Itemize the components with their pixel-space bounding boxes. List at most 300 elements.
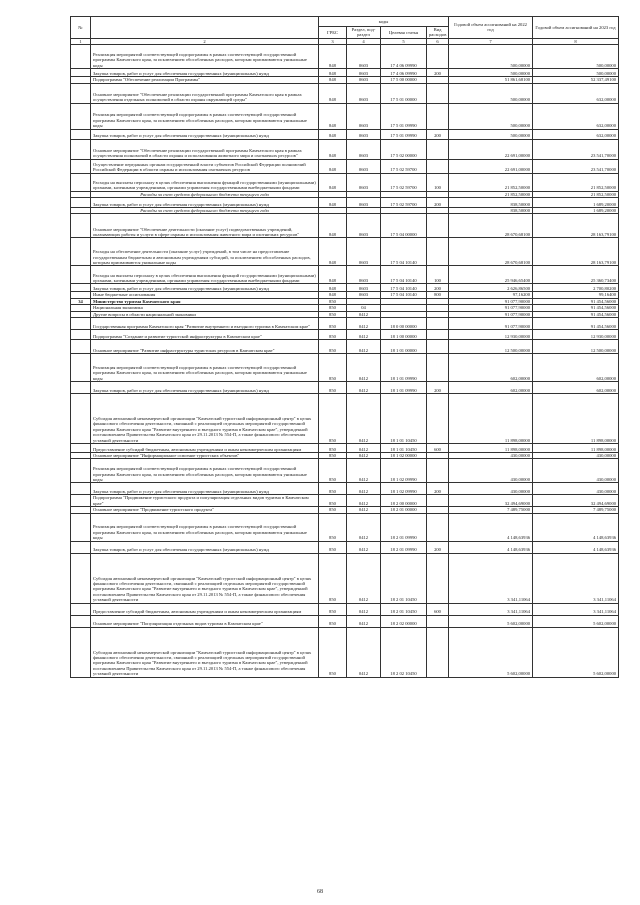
row-razdel: 0412	[347, 627, 381, 677]
row-number	[71, 615, 91, 627]
row-razdel: 0412	[347, 507, 381, 513]
row-amount-2022: 500,00000	[449, 45, 533, 69]
row-target-article: 17 5 01 09990	[381, 103, 427, 129]
table-row	[71, 603, 619, 615]
row-amount-2022: 7 489,75000	[449, 507, 533, 513]
row-grbs: 850	[319, 298, 347, 304]
row-razdel: 0603	[347, 214, 381, 238]
row-grbs: 850	[319, 354, 347, 382]
table-row	[71, 45, 619, 69]
row-amount-2023: 91 454,56000	[533, 298, 619, 304]
row-razdel: 0603	[347, 266, 381, 284]
row-amount-2022: 4 148,63936	[449, 513, 533, 541]
row-expense-type: 600	[427, 444, 449, 453]
row-amount-2023: 91 454,56000	[533, 311, 619, 317]
row-amount-2022: 25 946,65400	[449, 266, 533, 284]
header-name	[91, 17, 319, 39]
row-amount-2023: 23 541,70000	[533, 159, 619, 173]
row-amount-2023: 11 898,00000	[533, 444, 619, 453]
row-target-article: 17 5 01 00000	[381, 83, 427, 103]
row-amount-2023: 5 602,00000	[533, 627, 619, 677]
row-name: Субсидия автономной некоммерческой организации "Камчатский туристский информационный центр" в целях финансового обеспечения деятельности, связанной с реализацией отдельных мероприятий государственной программы Камчатского края "Развитие внутреннего и въездного туризма в Камчатском крае", утвержденной постановлением Правительства Камчатского края от 29.11.2013 № 554-П, а также финансового обеспечения уставной деятельности	[91, 627, 319, 677]
column-index: 3	[319, 38, 347, 44]
row-amount-2022: 22 691,00000	[449, 139, 533, 159]
table-row	[71, 139, 619, 159]
row-amount-2022: 91 077,90000	[449, 305, 533, 311]
row-amount-2023: 3 341,11064	[533, 603, 619, 615]
row-target-article: 18 2 01 10450	[381, 603, 427, 615]
row-grbs: 850	[319, 394, 347, 444]
row-name: Реализация мероприятий соответствующей подпрограммы в рамках соответствующей государственной программы Камчатского края, за исключением обособленных расходов, которым присваиваются уникальные коды	[91, 45, 319, 69]
row-target-article: 17 5 04 10140	[381, 284, 427, 292]
row-amount-2022: 3 341,11064	[449, 553, 533, 603]
row-name: Национальная экономика	[91, 305, 319, 311]
row-number	[71, 354, 91, 382]
table-row	[71, 615, 619, 627]
row-expense-type: 200	[427, 483, 449, 495]
row-number	[71, 214, 91, 238]
row-expense-type	[427, 45, 449, 69]
column-index: 7	[449, 38, 533, 44]
row-number	[71, 159, 91, 173]
row-grbs: 848	[319, 284, 347, 292]
row-razdel: 0603	[347, 159, 381, 173]
header-no: №	[71, 17, 91, 39]
row-amount-2022: 91 077,90000	[449, 311, 533, 317]
row-amount-2023: 28 163,79100	[533, 214, 619, 238]
row-target-article: 17 4 06 09990	[381, 69, 427, 77]
row-razdel: 0412	[347, 483, 381, 495]
table-row	[71, 69, 619, 77]
row-target-article: 18 2 01 10450	[381, 553, 427, 603]
row-expense-type: 200	[427, 69, 449, 77]
row-number	[71, 139, 91, 159]
row-amount-2023: 1 689,20000	[533, 198, 619, 208]
row-name: Закупка товаров, работ и услуг для обеспечения государственных (муниципальных) нужд	[91, 284, 319, 292]
row-number	[71, 69, 91, 77]
table-row	[71, 444, 619, 453]
row-amount-2023: 3 341,11064	[533, 553, 619, 603]
column-index: 1	[71, 38, 91, 44]
row-grbs: 848	[319, 214, 347, 238]
row-name: Другие вопросы в области национальной экономики	[91, 311, 319, 317]
row-number	[71, 553, 91, 603]
row-target-article: 18 1 02 00000	[381, 453, 427, 459]
row-amount-2022: 91 077,90000	[449, 318, 533, 330]
row-name: Субсидия автономной некоммерческой организации "Камчатский туристский информационный центр" в целях финансового обеспечения деятельности, связанной с реализацией отдельных мероприятий государственной программы Камчатского края "Развитие внутреннего и въездного туризма в Камчатском крае", утвержденной постановлением Правительства Камчатского края от 29.11.2013 № 554-П, а также финансового обеспечения уставной деятельности	[91, 394, 319, 444]
row-grbs: 848	[319, 266, 347, 284]
row-name: Подпрограмма "Создание и развитие туристской инфраструктуры в Камчатском крае"	[91, 330, 319, 340]
row-grbs: 850	[319, 305, 347, 311]
row-amount-2022: 4 148,63936	[449, 541, 533, 553]
row-name: Закупка товаров, работ и услуг для обеспечения государственных (муниципальных) нужд	[91, 69, 319, 77]
table-row	[71, 173, 619, 191]
row-number	[71, 513, 91, 541]
row-grbs: 850	[319, 507, 347, 513]
column-index: 6	[427, 38, 449, 44]
table-row	[71, 394, 619, 444]
row-expense-type: 200	[427, 541, 449, 553]
row-number	[71, 330, 91, 340]
row-razdel: 0412	[347, 382, 381, 394]
row-name: Подпрограмма "Обеспечение реализации Программы"	[91, 77, 319, 83]
row-razdel: 0412	[347, 459, 381, 483]
row-name: Предоставление субсидий бюджетным, автономным учреждениям и иным некоммерческим организациям	[91, 603, 319, 615]
row-amount-2022: 500,00000	[449, 83, 533, 103]
row-amount-2022: 2 626,86500	[449, 284, 533, 292]
row-expense-type: 200	[427, 284, 449, 292]
row-number: 34	[71, 298, 91, 304]
row-razdel: 0412	[347, 330, 381, 340]
row-amount-2023: 632,00000	[533, 129, 619, 139]
row-target-article: 18 1 01 10450	[381, 394, 427, 444]
row-grbs: 850	[319, 541, 347, 553]
row-razdel: 0412	[347, 541, 381, 553]
row-amount-2023: 21 852,50000	[533, 191, 619, 197]
row-amount-2023: 7 489,75000	[533, 507, 619, 513]
row-number	[71, 45, 91, 69]
row-amount-2022: 28 670,68100	[449, 214, 533, 238]
row-target-article: 18 2 02 10450	[381, 627, 427, 677]
row-amount-2022: 3 341,11064	[449, 603, 533, 615]
table-row	[71, 318, 619, 330]
row-grbs: 850	[319, 453, 347, 459]
row-expense-type	[427, 214, 449, 238]
row-expense-type	[427, 495, 449, 507]
row-grbs: 850	[319, 615, 347, 627]
row-target-article: 17 5 02 59700	[381, 173, 427, 191]
row-name: Закупка товаров, работ и услуг для обеспечения государственных (муниципальных) нужд	[91, 382, 319, 394]
row-name: Основное мероприятие "Обеспечение реализации государственной программы Камчатского края в рамках осуществления полномочий в области охраны и использования животного мира и охотничьих ресурсов"	[91, 139, 319, 159]
row-expense-type	[427, 238, 449, 266]
row-number	[71, 603, 91, 615]
row-expense-type	[427, 354, 449, 382]
page-number: 68	[317, 889, 323, 895]
row-target-article: 17 5 04 10140	[381, 238, 427, 266]
row-grbs: 850	[319, 340, 347, 354]
row-name: Расходы на выплаты персоналу в целях обеспечения выполнения функций государственными (муниципальными) органами, казенными учреждениями, органами управления государственными внебюджетными фондами	[91, 173, 319, 191]
column-index: 2	[91, 38, 319, 44]
row-razdel: 0412	[347, 553, 381, 603]
row-target-article: 17 5 02 59700	[381, 198, 427, 208]
row-amount-2022: 12 500,00000	[449, 340, 533, 354]
table-row	[71, 459, 619, 483]
row-grbs: 850	[319, 311, 347, 317]
row-number	[71, 103, 91, 129]
row-expense-type	[427, 615, 449, 627]
table-row	[71, 627, 619, 677]
row-amount-2022: 5 602,00000	[449, 615, 533, 627]
table-row	[71, 553, 619, 603]
header-sum-2022: Годовой объем ассигнований на 2022 год	[449, 17, 533, 39]
row-amount-2022: 602,00000	[449, 382, 533, 394]
row-target-article: 17 5 00 00000	[381, 77, 427, 83]
table-row	[71, 513, 619, 541]
row-target-article: 18 1 01 00000	[381, 340, 427, 354]
row-amount-2023: 602,00000	[533, 382, 619, 394]
row-name: Предоставление субсидий бюджетным, автономным учреждениям и иным некоммерческим организациям	[91, 444, 319, 453]
row-grbs: 850	[319, 483, 347, 495]
row-number	[71, 627, 91, 677]
row-razdel: 0412	[347, 603, 381, 615]
row-name: Закупка товаров, работ и услуг для обеспечения государственных (муниципальных) нужд	[91, 129, 319, 139]
row-amount-2022: 11 898,00000	[449, 444, 533, 453]
row-target-article: 18 1 00 00000	[381, 330, 427, 340]
table-row	[71, 330, 619, 340]
row-target-article: 18 1 01 09990	[381, 382, 427, 394]
row-number	[71, 173, 91, 191]
row-expense-type	[427, 139, 449, 159]
row-amount-2023: 91 454,56000	[533, 305, 619, 311]
row-grbs: 848	[319, 198, 347, 208]
row-razdel: 0412	[347, 615, 381, 627]
row-amount-2022: 97,16200	[449, 292, 533, 298]
row-target-article: 17 5 04 10140	[381, 292, 427, 298]
row-amount-2023: 4 148,63936	[533, 541, 619, 553]
row-razdel: 0603	[347, 77, 381, 83]
row-grbs: 848	[319, 103, 347, 129]
row-expense-type: 600	[427, 603, 449, 615]
row-amount-2023: 430,00000	[533, 453, 619, 459]
row-name: Расходы за счет средств федерального бюджета текущего года	[91, 191, 319, 197]
row-number	[71, 284, 91, 292]
header-vid: Вид расходов	[427, 27, 449, 39]
row-target-article: 17 5 04 10140	[381, 266, 427, 284]
row-amount-2023: 500,00000	[533, 69, 619, 77]
row-amount-2023: 52 337,49100	[533, 77, 619, 83]
row-target-article: 18 2 01 00000	[381, 507, 427, 513]
row-razdel: 0603	[347, 292, 381, 298]
row-target-article: 18 2 01 09990	[381, 541, 427, 553]
row-name: Реализация мероприятий соответствующей подпрограммы в рамках соответствующей государственной программы Камчатского края, за исключением обособленных расходов, которым присваиваются уникальные коды	[91, 354, 319, 382]
row-grbs: 850	[319, 513, 347, 541]
row-razdel: 0412	[347, 318, 381, 330]
row-expense-type	[427, 459, 449, 483]
row-razdel: 0412	[347, 453, 381, 459]
row-number	[71, 266, 91, 284]
table-row	[71, 159, 619, 173]
row-expense-type: 200	[427, 198, 449, 208]
row-razdel: 0603	[347, 83, 381, 103]
row-amount-2022: 838,50000	[449, 198, 533, 208]
row-amount-2022: 21 852,50000	[449, 191, 533, 197]
row-name: Подпрограмма "Продвижение туристского продукта и популяризация отдельных видов туризма в Камчатском крае"	[91, 495, 319, 507]
row-name: Расходы за счет средств федерального бюджета текущего года	[91, 208, 319, 214]
row-grbs: 848	[319, 292, 347, 298]
row-amount-2023: 632,00000	[533, 83, 619, 103]
row-razdel: 0603	[347, 69, 381, 77]
row-name: Субсидия автономной некоммерческой организации "Камчатский туристский информационный центр" в целях финансового обеспечения деятельности, связанной с реализацией отдельных мероприятий государственной программы Камчатского края "Развитие внутреннего и въездного туризма в Камчатском крае", утвержденной постановлением Правительства Камчатского края от 29.11.2013 № 554-П, а также финансового обеспечения уставной деятельности	[91, 553, 319, 603]
row-expense-type: 800	[427, 292, 449, 298]
row-name: Основное мероприятие "Обеспечение реализации государственной программы Камчатского края в рамках осуществления отдельных полномочий в области охраны окружающей среды"	[91, 83, 319, 103]
row-amount-2023: 99,16400	[533, 292, 619, 298]
row-razdel: 0412	[347, 354, 381, 382]
budget-table	[70, 16, 619, 678]
row-target-article: 17 5 02 59700	[381, 159, 427, 173]
header-csr: Целевая статья	[381, 27, 427, 39]
row-razdel: 0412	[347, 340, 381, 354]
row-name: Реализация мероприятий соответствующей подпрограммы в рамках соответствующей государственной программы Камчатского края, за исключением обособленных расходов, которым присваиваются уникальные коды	[91, 103, 319, 129]
table-row	[71, 483, 619, 495]
row-razdel: 0603	[347, 103, 381, 129]
row-amount-2022: 32 494,69000	[449, 495, 533, 507]
row-target-article: 18 1 02 09990	[381, 459, 427, 483]
table-row	[71, 354, 619, 382]
row-name: Реализация мероприятий соответствующей подпрограммы в рамках соответствующей государственной программы Камчатского края, за исключением обособленных расходов, которым присваиваются уникальные коды	[91, 459, 319, 483]
row-razdel: 0412	[347, 495, 381, 507]
row-name: Закупка товаров, работ и услуг для обеспечения государственных (муниципальных) нужд	[91, 483, 319, 495]
row-number	[71, 444, 91, 453]
row-expense-type: 200	[427, 382, 449, 394]
row-target-article: 18 1 02 09990	[381, 483, 427, 495]
row-target-article: 17 5 04 00000	[381, 214, 427, 238]
budget-table-sheet	[70, 16, 618, 678]
row-amount-2023: 5 602,00000	[533, 615, 619, 627]
row-grbs: 850	[319, 444, 347, 453]
column-index: 4	[347, 38, 381, 44]
row-amount-2023: 25 360,73400	[533, 266, 619, 284]
row-expense-type	[427, 553, 449, 603]
row-name: Иные бюджетные ассигнования	[91, 292, 319, 298]
row-amount-2022: 602,00000	[449, 354, 533, 382]
row-number	[71, 483, 91, 495]
row-expense-type	[427, 83, 449, 103]
row-amount-2023: 430,00000	[533, 459, 619, 483]
row-razdel: 0603	[347, 198, 381, 208]
row-amount-2023: 500,00000	[533, 45, 619, 69]
row-grbs: 850	[319, 318, 347, 330]
row-grbs: 850	[319, 603, 347, 615]
header-sum-2023: Годовой объем ассигнований на 2023 год	[533, 17, 619, 39]
row-target-article: 18 2 02 00000	[381, 615, 427, 627]
row-amount-2023: 4 148,63936	[533, 513, 619, 541]
row-amount-2022: 22 691,00000	[449, 159, 533, 173]
row-target-article: 17 5 01 09990	[381, 129, 427, 139]
row-amount-2023: 91 454,56000	[533, 318, 619, 330]
row-name: Закупка товаров, работ и услуг для обеспечения государственных (муниципальных) нужд	[91, 198, 319, 208]
row-expense-type	[427, 330, 449, 340]
row-grbs: 850	[319, 382, 347, 394]
row-expense-type	[427, 627, 449, 677]
table-row	[71, 198, 619, 208]
row-amount-2022: 838,50000	[449, 208, 533, 214]
row-name: Министерство туризма Камчатского края	[91, 298, 319, 304]
row-amount-2023: 12 930,00000	[533, 330, 619, 340]
row-number	[71, 198, 91, 208]
row-amount-2022: 430,00000	[449, 453, 533, 459]
row-amount-2022: 91 077,90000	[449, 298, 533, 304]
row-amount-2023: 430,00000	[533, 483, 619, 495]
row-expense-type	[427, 513, 449, 541]
row-grbs: 850	[319, 495, 347, 507]
row-expense-type	[427, 159, 449, 173]
row-number	[71, 129, 91, 139]
row-grbs: 850	[319, 627, 347, 677]
row-razdel: 0412	[347, 444, 381, 453]
row-target-article: 17 5 02 00000	[381, 139, 427, 159]
row-razdel: 0603	[347, 284, 381, 292]
row-razdel: 0603	[347, 139, 381, 159]
row-expense-type	[427, 340, 449, 354]
row-number	[71, 83, 91, 103]
row-grbs: 848	[319, 45, 347, 69]
row-amount-2022: 500,00000	[449, 103, 533, 129]
row-amount-2023: 12 500,00000	[533, 340, 619, 354]
row-name: Основное мероприятие "Продвижение туристского продукта"	[91, 507, 319, 513]
row-amount-2023: 602,00000	[533, 354, 619, 382]
row-amount-2022: 430,00000	[449, 483, 533, 495]
row-target-article: 18 1 01 09990	[381, 354, 427, 382]
table-row	[71, 541, 619, 553]
row-grbs: 850	[319, 459, 347, 483]
table-row	[71, 103, 619, 129]
row-amount-2022: 11 898,00000	[449, 394, 533, 444]
row-number	[71, 318, 91, 330]
row-razdel: 0412	[347, 311, 381, 317]
row-amount-2023: 32 494,69000	[533, 495, 619, 507]
header-razdel: Раздел, под-раздел	[347, 27, 381, 39]
row-grbs: 848	[319, 83, 347, 103]
row-number	[71, 459, 91, 483]
row-amount-2023: 1 689,20000	[533, 208, 619, 214]
row-amount-2023: 28 163,79100	[533, 238, 619, 266]
row-target-article: 18 2 00 00000	[381, 495, 427, 507]
row-amount-2023: 23 541,70000	[533, 139, 619, 159]
table-row	[71, 266, 619, 284]
row-grbs: 848	[319, 238, 347, 266]
row-target-article: 17 4 06 09990	[381, 45, 427, 69]
row-name: Основное мероприятие "Развитие инфраструктуры туристских ресурсов в Камчатском крае"	[91, 340, 319, 354]
row-amount-2023: 11 898,00000	[533, 394, 619, 444]
row-number	[71, 382, 91, 394]
row-razdel: 0603	[347, 45, 381, 69]
row-name: Основное мероприятие "Популяризация отдельных видов туризма в Камчатском крае"	[91, 615, 319, 627]
row-grbs: 848	[319, 159, 347, 173]
row-amount-2022: 500,00000	[449, 69, 533, 77]
row-target-article: 18 0 00 00000	[381, 318, 427, 330]
row-razdel: 0603	[347, 129, 381, 139]
row-grbs: 848	[319, 77, 347, 83]
row-grbs: 850	[319, 330, 347, 340]
row-grbs: 848	[319, 69, 347, 77]
table-row	[71, 495, 619, 507]
row-amount-2022: 51 861,68100	[449, 77, 533, 83]
row-name: Расходы на выплаты персоналу в целях обеспечения выполнения функций государственными (муниципальными) органами, казенными учреждениями, органами управления государственными внебюджетными фондами	[91, 266, 319, 284]
row-grbs: 848	[319, 129, 347, 139]
row-number	[71, 340, 91, 354]
row-expense-type: 200	[427, 129, 449, 139]
row-expense-type	[427, 394, 449, 444]
table-row	[71, 382, 619, 394]
table-row	[71, 83, 619, 103]
column-index: 8	[533, 38, 619, 44]
column-index: 5	[381, 38, 427, 44]
row-amount-2023: 632,00000	[533, 103, 619, 129]
row-target-article: 18 2 01 09990	[381, 513, 427, 541]
row-expense-type	[427, 318, 449, 330]
table-row	[71, 284, 619, 292]
header-grbs: ГРБС	[319, 27, 347, 39]
row-razdel: 04	[347, 305, 381, 311]
row-number	[71, 394, 91, 444]
row-number	[71, 541, 91, 553]
row-name: Осуществление переданных органам государственной власти субъектов Российской Федерации полномочий Российской Федерации в области охраны и использования охотничьих ресурсов	[91, 159, 319, 173]
row-name: Расходы на обеспечение деятельности (оказание услуг) учреждений, в том числе на предоставление государственным бюджетным и автономным учреждениям субсидий, за исключением обособленных расходов, которым присваиваются уникальные коды	[91, 238, 319, 266]
row-amount-2022: 430,00000	[449, 459, 533, 483]
row-razdel: 0603	[347, 173, 381, 191]
row-grbs: 850	[319, 553, 347, 603]
row-number	[71, 238, 91, 266]
